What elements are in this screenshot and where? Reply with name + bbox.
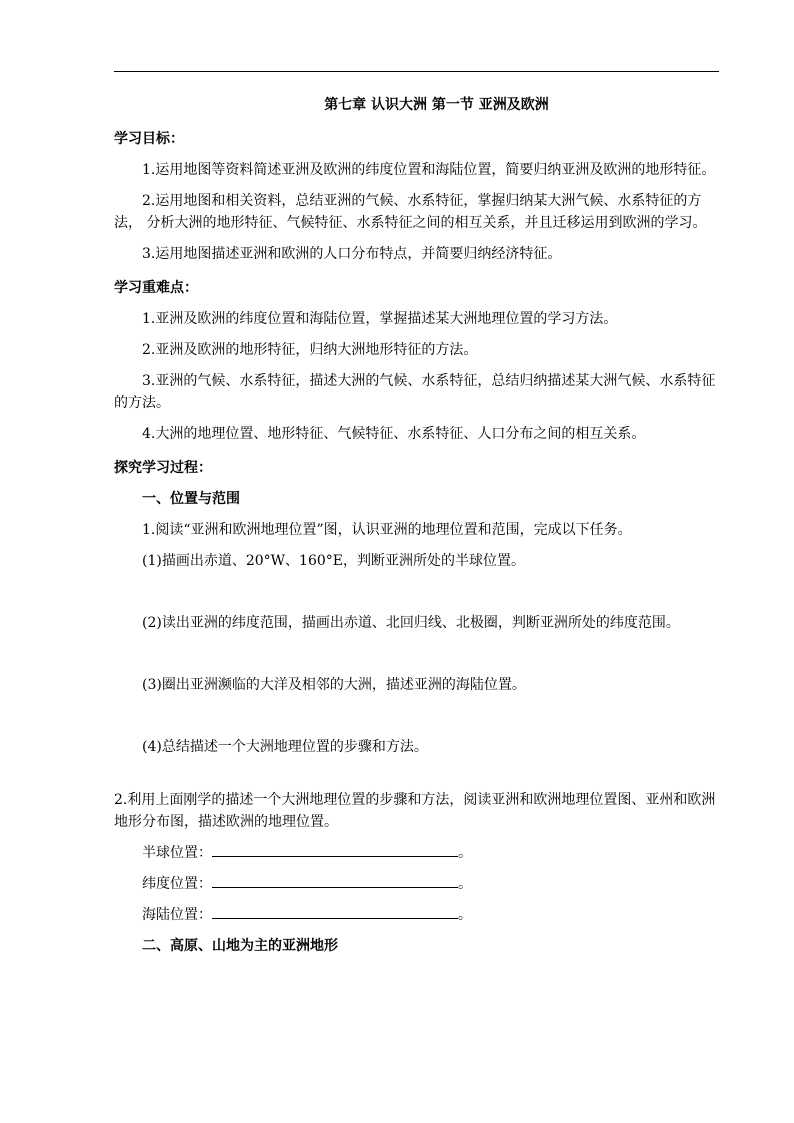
task-two: 2.利用上面刚学的描述一个大洲地理位置的步骤和方法，阅读亚洲和欧洲地理位置图、亚州和欧洲地形分布图，描述欧洲的地理位置。 (114, 792, 716, 830)
field-label: 半球位置： (142, 845, 212, 861)
keypoint-item: 3.亚洲的气候、水系特征，描述大洲的气候、水系特征，总结归纳描述某大洲气候、水系特征的方法。 (114, 373, 716, 411)
header-rule (114, 71, 719, 72)
subtask-3: (3)圈出亚洲濒临的大洋及相邻的大洲，描述亚洲的海陆位置。 (142, 677, 526, 693)
document-page (114, 94, 719, 957)
field-end: 。 (458, 876, 472, 892)
page-title: 第七章 认识大洲 第一节 亚洲及欧洲 (324, 97, 549, 113)
subtask-1: (1)描画出赤道、20°W、160°E，判断亚洲所处的半球位置。 (142, 553, 525, 569)
goal-item: 3.运用地图描述亚洲和欧洲的人口分布特点，并简要归纳经济特征。 (142, 246, 562, 262)
hemisphere-field (114, 842, 719, 864)
subtask-2: (2)读出亚洲的纬度范围，描画出赤道、北回归线、北极圈，判断亚洲所处的纬度范围。 (142, 615, 680, 631)
section-two-heading: 二、高原、山地为主的亚洲地形 (142, 938, 338, 954)
answer-blank[interactable] (212, 842, 458, 857)
answer-blank[interactable] (212, 904, 458, 919)
field-end: 。 (458, 845, 472, 861)
section-one-heading: 一、位置与范围 (142, 491, 240, 507)
goals-heading: 学习目标： (114, 131, 184, 147)
field-label: 纬度位置： (142, 876, 212, 892)
task-one: 1.阅读“亚洲和欧洲地理位置”图，认识亚洲的地理位置和范围，完成以下任务。 (142, 522, 632, 538)
field-end: 。 (458, 907, 472, 923)
keypoint-item: 2.亚洲及欧洲的地形特征，归纳大洲地形特征的方法。 (142, 342, 478, 358)
sea-land-field (114, 904, 719, 926)
latitude-field (114, 873, 719, 895)
goal-item: 2.运用地图和相关资料，总结亚洲的气候、水系特征，掌握归纳某大洲气候、水系特征的方法， 分析大洲的地形特征、气候特征、水系特征之间的相互关系，并且迁移运用到欧洲的学习。 (114, 193, 707, 231)
keypoint-item: 4.大洲的地理位置、地形特征、气候特征、水系特征、人口分布之间的相互关系。 (142, 426, 646, 442)
field-label: 海陆位置： (142, 907, 212, 923)
answer-blank[interactable] (212, 873, 458, 888)
process-heading: 探究学习过程： (114, 460, 212, 476)
keypoint-item: 1.亚洲及欧洲的纬度位置和海陆位置，掌握描述某大洲地理位置的学习方法。 (142, 311, 618, 327)
subtask-4: (4)总结描述一个大洲地理位置的步骤和方法。 (142, 739, 428, 755)
goal-item: 1.运用地图等资料简述亚洲及欧洲的纬度位置和海陆位置，简要归纳亚洲及欧洲的地形特征。 (142, 162, 716, 178)
keypoints-heading: 学习重难点： (114, 280, 198, 296)
